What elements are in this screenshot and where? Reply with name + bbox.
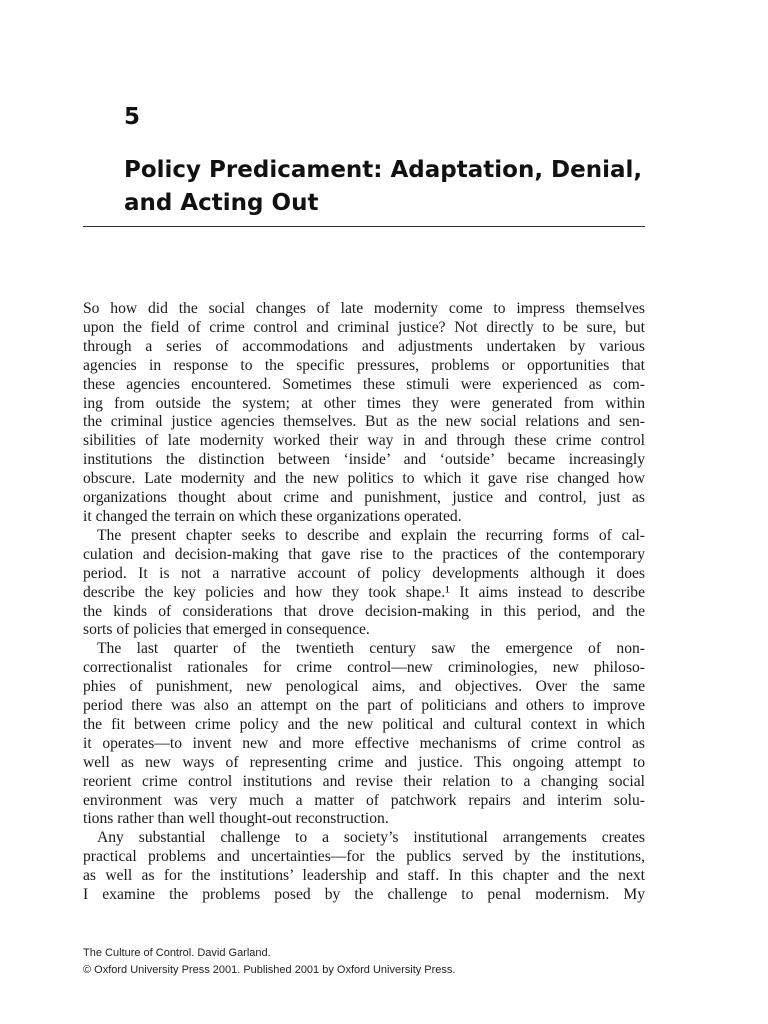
- footer-citation: The Culture of Control. David Garland.: [83, 947, 271, 959]
- chapter-title-line: and Acting Out: [124, 190, 319, 216]
- text-line: these agencies encountered. Sometimes these stimuli were experienced as com-: [83, 375, 645, 393]
- text-line: period there was also an attempt on the part of politicians and others to improve: [83, 697, 645, 715]
- text-line: tions rather than well thought-out reconstruction.: [83, 810, 389, 828]
- text-line: reorient crime control institutions and revise their relation to a changing social: [83, 772, 645, 790]
- text-line: the criminal justice agencies themselves. But as the new social relations and sen-: [83, 413, 645, 431]
- text-line: period. It is not a narrative account of policy developments although it does: [83, 564, 645, 582]
- chapter-body: [83, 300, 645, 905]
- title-divider: [83, 226, 645, 227]
- text-line: So how did the social changes of late modernity come to impress themselves: [83, 300, 645, 317]
- footer-copyright: © Oxford University Press 2001. Published 2001 by Oxford University Press.: [83, 964, 456, 976]
- text-line: correctionalist rationales for crime control—new criminologies, new philoso-: [83, 659, 645, 677]
- text-line: upon the field of crime control and criminal justice? Not directly to be sure, but: [83, 318, 645, 336]
- paragraph-4: [83, 829, 645, 905]
- text-line: I examine the problems posed by the challenge to penal modernism. My: [83, 886, 645, 904]
- paragraph-1: [83, 300, 645, 527]
- text-line: environment was very much a matter of patchwork repairs and interim solu-: [83, 791, 645, 809]
- text-line: describe the key policies and how they took shape.¹ It aims instead to describe: [83, 583, 645, 601]
- text-line: it operates—to invent new and more effective mechanisms of crime control as: [83, 734, 645, 752]
- chapter-title: [124, 154, 684, 220]
- text-line: the fit between crime policy and the new political and cultural context in which: [83, 715, 645, 733]
- text-line: The last quarter of the twentieth century saw the emergence of non-: [97, 640, 645, 658]
- text-line: phies of punishment, new penological aims, and objectives. Over the same: [83, 678, 645, 696]
- text-line: the kinds of considerations that drove decision-making in this period, and the: [83, 602, 645, 620]
- text-line: The present chapter seeks to describe and explain the recurring forms of cal-: [97, 526, 645, 544]
- text-line: ing from outside the system; at other times they were generated from within: [83, 394, 645, 412]
- paragraph-2: [83, 527, 645, 640]
- text-line: practical problems and uncertainties—for the publics served by the institutions,: [83, 848, 645, 866]
- page-footer: [83, 945, 455, 979]
- text-line: institutions the distinction between ‘inside’ and ‘outside’ became increasingly: [83, 451, 645, 469]
- chapter-number: 5: [124, 104, 141, 130]
- chapter-title-line: Policy Predicament: Adaptation, Denial,: [124, 157, 643, 183]
- text-line: sibilities of late modernity worked their way in and through these crime control: [83, 432, 645, 450]
- text-line: it changed the terrain on which these organizations operated.: [83, 507, 462, 525]
- text-line: well as new ways of representing crime and justice. This ongoing attempt to: [83, 753, 645, 771]
- text-line: sorts of policies that emerged in consequence.: [83, 621, 370, 639]
- text-line: culation and decision-making that gave rise to the practices of the contemporary: [83, 545, 645, 563]
- paragraph-3: [83, 640, 645, 829]
- text-line: Any substantial challenge to a society’s institutional arrangements creates: [97, 829, 645, 847]
- text-line: obscure. Late modernity and the new politics to which it gave rise changed how: [83, 470, 645, 488]
- text-line: as well as for the institutions’ leadership and staff. In this chapter and the next: [83, 867, 645, 885]
- text-line: organizations thought about crime and punishment, justice and control, just as: [83, 489, 645, 507]
- text-line: through a series of accommodations and adjustments undertaken by various: [83, 337, 645, 355]
- text-line: agencies in response to the specific pressures, problems or opportunities that: [83, 356, 645, 374]
